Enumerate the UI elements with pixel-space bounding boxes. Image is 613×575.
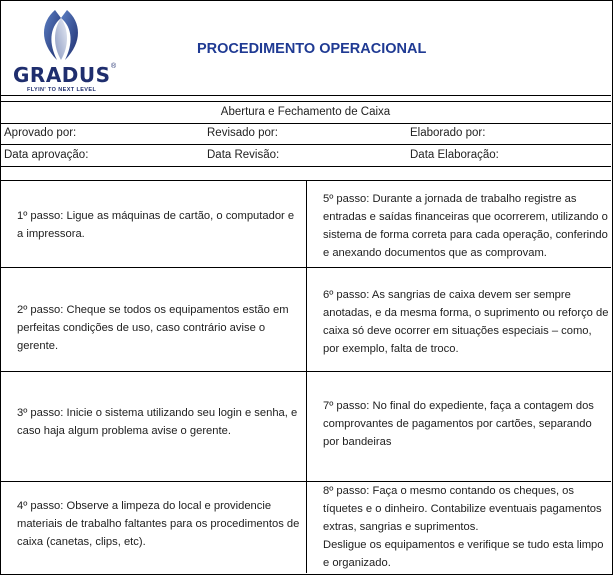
reviewed-by-label: Revisado por:	[207, 127, 278, 139]
row-divider	[0, 267, 611, 268]
step-6: 6º passo: As sangrias de caixa devem ser sempre anotadas, e da mesma forma, o suprimento ou reforço de caixa só deve ocorrer em situações especiais – como, por exemplo, falta de troco.	[323, 289, 609, 355]
preparation-date-label: Data Elaboração:	[410, 149, 499, 161]
approval-row	[0, 123, 611, 145]
company-logo	[8, 8, 118, 92]
column-divider	[306, 181, 307, 573]
logo-registered-mark: ®	[111, 63, 117, 70]
gradus-logo-mark-icon	[35, 8, 87, 62]
step-8-part-2: Desligue os equipamentos e verifique se tudo esta limpo e organizado.	[323, 539, 604, 569]
step-3: 3º passo: Inicie o sistema utilizando seu login e senha, e caso haja algum problema avise o gerente.	[17, 407, 298, 437]
review-date-label: Data Revisão:	[207, 149, 280, 161]
procedure-subtitle: Abertura e Fechamento de Caixa	[0, 101, 611, 124]
logo-wordmark: GRADUS	[13, 63, 111, 87]
step-2: 2º passo: Cheque se todos os equipamentos estão em perfeitas condições de uso, caso contrário avise o gerente.	[17, 304, 289, 352]
step-1: 1º passo: Ligue as máquinas de cartão, o computador e a impressora.	[17, 210, 295, 240]
document-title: PROCEDIMENTO OPERACIONAL	[197, 41, 427, 57]
step-8-part-1: 8º passo: Faça o mesmo contando os cheques, os tíquetes e o dinheiro. Contabilize eventuais pagamentos extras, sangrias e suprimentos.	[323, 485, 602, 533]
step-7: 7º passo: No final do expediente, faça a contagem dos comprovantes de pagamentos por cartões, separando por bandeiras	[323, 400, 594, 448]
document-header	[0, 0, 611, 96]
approved-by-label: Aprovado por:	[4, 127, 77, 139]
approval-date-label: Data aprovação:	[4, 149, 89, 161]
step-8	[323, 482, 610, 572]
steps-table	[0, 181, 611, 573]
logo-tagline: FLYIN' TO NEXT LEVEL	[27, 87, 97, 93]
date-row	[0, 145, 611, 167]
row-divider	[0, 371, 611, 372]
section-spacer	[0, 167, 611, 181]
prepared-by-label: Elaborado por:	[410, 127, 486, 139]
step-4: 4º passo: Observe a limpeza do local e providencie materiais de trabalho faltantes para os procedimentos de caixa (canetas, clips, etc).	[17, 500, 300, 548]
step-5: 5º passo: Durante a jornada de trabalho registre as entradas e saídas financeiras que ocorrerem, utilizando o sistema de forma correta para cada operação, conferindo e anexando documentos que as comprovam.	[323, 193, 608, 259]
